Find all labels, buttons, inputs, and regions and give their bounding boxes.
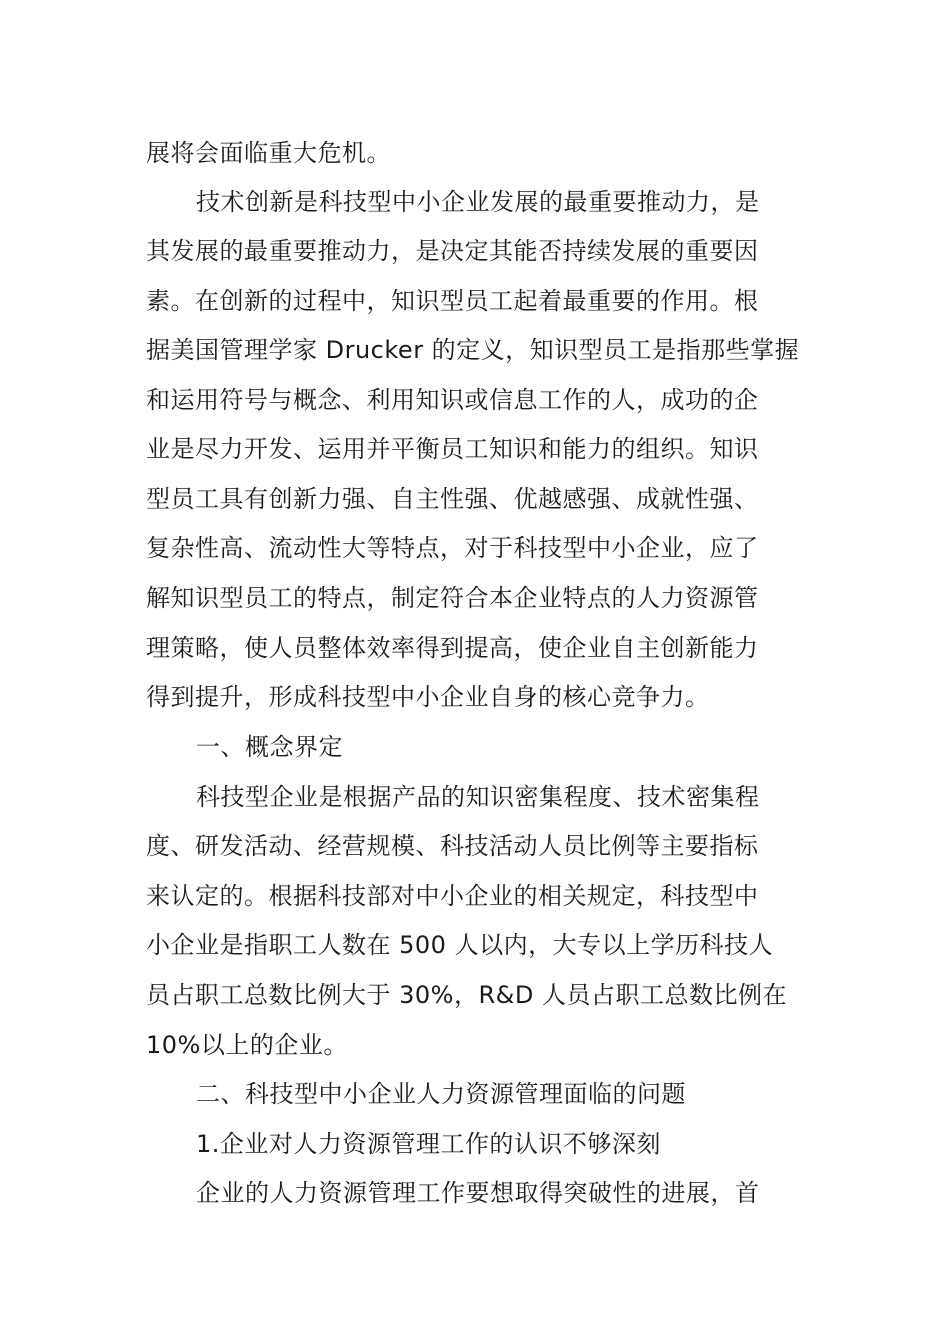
- body-text-line: 素。在创新的过程中，知识型员工起着最重要的作用。根: [146, 287, 759, 315]
- body-text-line: 员占职工总数比例大于 30%，R&D 人员占职工总数比例在: [146, 981, 787, 1009]
- body-text-line: 展将会面临重大危机。: [146, 139, 391, 167]
- body-text-line: 来认定的。根据科技部对中小企业的相关规定，科技型中: [146, 882, 759, 910]
- body-text-line: 得到提升，形成科技型中小企业自身的核心竞争力。: [146, 683, 710, 711]
- body-text-line: 科技型企业是根据产品的知识密集程度、技术密集程: [196, 783, 760, 811]
- body-text-line: 企业的人力资源管理工作要想取得突破性的进展，首: [196, 1179, 760, 1207]
- body-text-line: 10%以上的企业。: [146, 1031, 348, 1059]
- body-text-line: 解知识型员工的特点，制定符合本企业特点的人力资源管: [146, 584, 759, 612]
- subsection-heading: 1.企业对人力资源管理工作的认识不够深刻: [196, 1130, 661, 1158]
- section-heading: 二、科技型中小企业人力资源管理面临的问题: [196, 1080, 686, 1108]
- body-text-line: 复杂性高、流动性大等特点，对于科技型中小企业，应了: [146, 534, 759, 562]
- body-text-line: 小企业是指职工人数在 500 人以内，大专以上学历科技人: [146, 931, 774, 959]
- body-text-line: 度、研发活动、经营规模、科技活动人员比例等主要指标: [146, 832, 759, 860]
- body-text-line: 理策略，使人员整体效率得到提高，使企业自主创新能力: [146, 634, 759, 662]
- section-heading: 一、概念界定: [196, 733, 343, 761]
- body-text-line: 技术创新是科技型中小企业发展的最重要推动力，是: [196, 188, 760, 216]
- body-text-line: 据美国管理学家 Drucker 的定义，知识型员工是指那些掌握: [146, 336, 800, 364]
- body-text-line: 型员工具有创新力强、自主性强、优越感强、成就性强、: [146, 485, 759, 513]
- body-text-line: 和运用符号与概念、利用知识或信息工作的人，成功的企: [146, 386, 759, 414]
- body-text-line: 业是尽力开发、运用并平衡员工知识和能力的组织。知识: [146, 435, 759, 463]
- body-text-line: 其发展的最重要推动力，是决定其能否持续发展的重要因: [146, 237, 759, 265]
